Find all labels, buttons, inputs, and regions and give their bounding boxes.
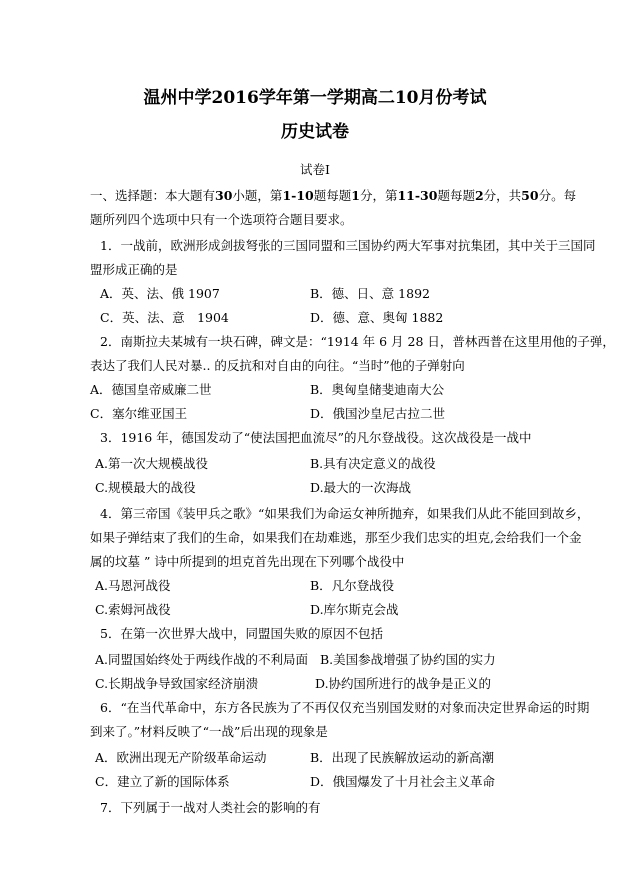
q4-stem-line-3: 属的坟墓 ” 诗中所提到的坦克首先出现在下列哪个战役中 [90, 554, 405, 569]
q3-option-c: C.规模最大的战役 [95, 480, 196, 495]
instructions-line-2: 题所列四个选项中只有一个选项符合题目要求。 [90, 212, 353, 227]
q2-option-d: D．俄国沙皇尼古拉二世 [310, 406, 446, 421]
q7-stem: 7．下列属于一战对人类社会的影响的有 [100, 800, 321, 815]
q4-option-b: B．凡尔登战役 [310, 578, 395, 593]
q4-option-c: C.索姆河战役 [95, 602, 171, 617]
q2-stem-line-1: 2．南斯拉夫某城有一块石碑，碑文是：“1914 年 6 月 28 日，普林西普在这里用他的子弹， [100, 334, 615, 349]
q5-option-d: D.协约国所进行的战争是正义的 [315, 676, 492, 691]
instructions-line-1: 一、选择题：本大题有30小题，第1-10题每题1分，第11-30题每题2分，共50分。每 [90, 188, 577, 203]
q5-option-b: B.美国参战增强了协约国的实力 [320, 652, 496, 667]
q4-option-a: A.马恩河战役 [95, 578, 171, 593]
q1-option-c: C．英、法、意 1904 [100, 310, 229, 325]
section-label: 试卷Ⅰ [300, 162, 330, 177]
q1-stem-line-1: 1．一战前，欧洲形成剑拔弩张的三国同盟和三国协约两大军事对抗集团，其中关于三国同 [100, 238, 596, 253]
q4-stem-line-2: 如果子弹结束了我们的生命，如果我们在劫难逃，那至少我们忠实的坦克,会给我们一个金 [90, 530, 582, 545]
q6-option-a: A．欧洲出现无产阶级革命运动 [95, 750, 267, 765]
q1-option-d: D．德、意、奥匈 1882 [310, 310, 444, 325]
q1-option-a: A．英、法、俄 1907 [100, 286, 220, 301]
q2-option-a: A．德国皇帝威廉二世 [90, 382, 212, 397]
q5-option-a: A.同盟国始终处于两线作战的不利局面 [95, 652, 309, 667]
q6-option-c: C．建立了新的国际体系 [95, 774, 230, 789]
exam-subtitle: 历史试卷 [281, 122, 349, 142]
q3-option-a: A.第一次大规模战役 [95, 456, 209, 471]
q1-option-b: B．德、日、意 1892 [310, 286, 430, 301]
q6-option-d: D．俄国爆发了十月社会主义革命 [310, 774, 496, 789]
q2-option-b: B．奥匈皇储斐迪南大公 [310, 382, 445, 397]
q6-stem-line-1: 6．“在当代革命中，东方各民族为了不再仅仅充当别国发财的对象而决定世界命运的时期 [100, 700, 590, 715]
q6-option-b: B．出现了民族解放运动的新高潮 [310, 750, 495, 765]
q1-stem-line-2: 盟形成正确的是 [90, 262, 178, 277]
q3-stem: 3．1916 年，德国发动了“使法国把血流尽”的凡尔登战役。这次战役是一战中 [100, 430, 532, 445]
q5-stem: 5．在第一次世界大战中，同盟国失败的原因不包括 [100, 626, 383, 641]
exam-title: 温州中学2016学年第一学期高二10月份考试 [143, 88, 487, 108]
q6-stem-line-2: 到来了。”材料反映了“一战”后出现的现象是 [90, 724, 328, 739]
q2-stem-line-2: 表达了我们人民对暴.. 的反抗和对自由的向往。“当时”他的子弹射向 [90, 358, 465, 373]
q4-stem-line-1: 4．第三帝国《装甲兵之歌》“如果我们为命运女神所抛弃，如果我们从此不能回到故乡， [100, 506, 590, 521]
q3-option-b: B.具有决定意义的战役 [310, 456, 436, 471]
q3-option-d: D.最大的一次海战 [310, 480, 412, 495]
q4-option-d: D.库尔斯克会战 [310, 602, 399, 617]
q5-option-c: C.长期战争导致国家经济崩溃 [95, 676, 259, 691]
q2-option-c: C．塞尔维亚国王 [90, 406, 188, 421]
